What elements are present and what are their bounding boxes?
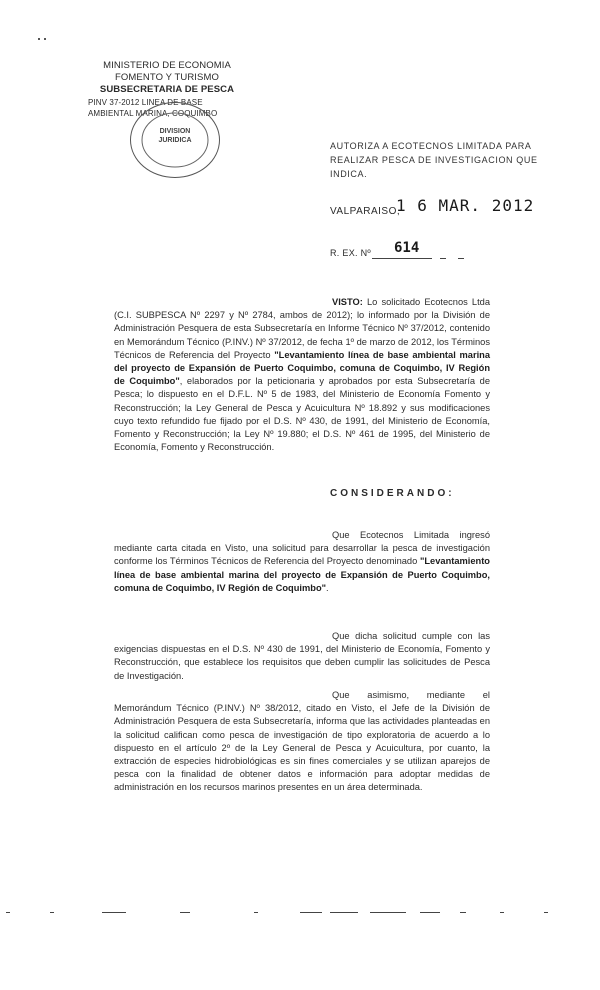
considerando-p1-text-b: . [326,582,329,593]
subsecretaria-line: SUBSECRETARIA DE PESCA [99,84,235,95]
ministry-line1: MINISTERIO DE ECONOMIA [103,60,231,71]
resolution-label: R. EX. Nº [330,248,371,258]
scan-artifact-dash [180,912,190,913]
scan-artifact-dash [544,912,548,913]
title-line2: REALIZAR PESCA DE INVESTIGACION QUE INDICA. [330,155,538,179]
document-title [330,139,570,181]
ministry-line2: FOMENTO Y TURISMO [115,72,219,83]
resolution-number: 614 [394,240,420,256]
visto-label: VISTO: [332,297,363,307]
scan-artifact-dash [300,912,322,913]
resolution-underline-tail [458,258,464,259]
stamp-line1: DIVISION [159,128,191,135]
place-label: VALPARAISO, [330,206,401,217]
scan-artifact-dash [420,912,440,913]
letterhead [82,60,252,96]
reference-line2: AMBIENTAL MARINA, COQUIMBO [88,109,218,118]
considerando-paragraph-1 [114,529,490,595]
date-stamp: 1 6 MAR. 2012 [396,196,535,215]
resolution-underline [372,258,432,259]
considerando-p1-text-a: Que Ecotecnos Limitada ingresó mediante carta citada en Visto, una solicitud para desarrollar la pesca de investigación conforme los Términos Técnicos de Referencia del Proyecto denominado [114,530,490,567]
considerando-heading: CONSIDERANDO: [330,488,455,499]
resolution-underline-tail [440,258,446,259]
considerando-paragraph-3: Que asimismo, mediante el Memorándum Técnico (P.INV.) Nº 38/2012, citado en Visto, el Jefe de la División de Administración Pesquera de esta Subsecretaría, informa que las actividades planteadas en la solicitud califican como pesca de investigación de tipo exploratoria de acuerdo a lo dispuesto en el artículo 2º de la Ley General de Pesca y Acuicultura, por cuanto, la extracción de especies hidrobiológicas es sin fines comerciales y se utilizan aparejos de pesca con la finalidad de obtener datos e información para adoptar medidas de administración en los recursos marinos presentes en un área determinada. [114,690,490,793]
scan-artifact-dash [102,912,126,913]
scan-speck [44,38,46,40]
scan-artifact-dash [370,912,406,913]
scan-artifact-dash [330,912,358,913]
reference-line1: PINV 37-2012 LINEA DE BASE [88,98,203,107]
considerando-paragraph-2: Que dicha solicitud cumple con las exigencias dispuestas en el D.S. Nº 430 de 1991, del Ministerio de Economía, Fomento y Reconstrucción, que establece los requisitos que deben cumplir las solicitudes de Pesca de Investigación. [114,631,490,681]
scan-artifact-dash [460,912,466,913]
scan-artifact-dash [254,912,258,913]
visto-project-title: "Levantamiento línea de base ambiental marina del proyecto de Expansión de Puerto Coquimbo, comuna de Coquimbo, IV Región de Coquimbo" [114,349,490,387]
stamp-line2: JURIDICA [158,137,192,144]
scan-artifact-dash [6,912,10,913]
visto-text-b: , elaborados por la peticionaria y aprobados por esta Subsecretaría de Pesca; lo dispuesto en el D.F.L. Nº 5 de 1983, del Ministerio de Economía Fomento y Reconstrucción; la Ley General de Pesca y Acuicultura Nº 18.892 y sus modificaciones cuyo texto refundido fue fijado por el D.S. Nº 430, de 1991, del Ministerio de Economía, Fomento y Reconstrucción; la Ley Nº 19.880; el D.S. Nº 461 de 1995, del Ministerio de Economía, Fomento y Reconstrucción. [114,376,490,453]
title-line1: AUTORIZA A ECOTECNOS LIMITADA PARA [330,141,532,151]
visto-text-a: Lo solicitado Ecotecnos Ltda (C.I. SUBPESCA Nº 2297 y Nº 2784, ambos de 2012); lo informado por la División de Administración Pesquera de esta Subsecretaría en Informe Técnico Nº 37/2012, contenido en Memorándum Técnico (P.INV.) Nº 37/2012, de fecha 1º de marzo de 2012, los Términos Técnicos de Referencia del Proyecto [114,297,490,360]
scan-artifact-dash [500,912,504,913]
considerando-p1-project-title: "Levantamiento línea de base ambiental marina del proyecto de Expansión de Puerto Coquimbo, comuna de Coquimbo, IV Región de Coquimbo" [114,556,490,593]
visto-paragraph [114,296,490,454]
scan-artifact-dash [50,912,54,913]
scan-speck [38,38,40,40]
division-juridica-stamp [130,102,220,178]
